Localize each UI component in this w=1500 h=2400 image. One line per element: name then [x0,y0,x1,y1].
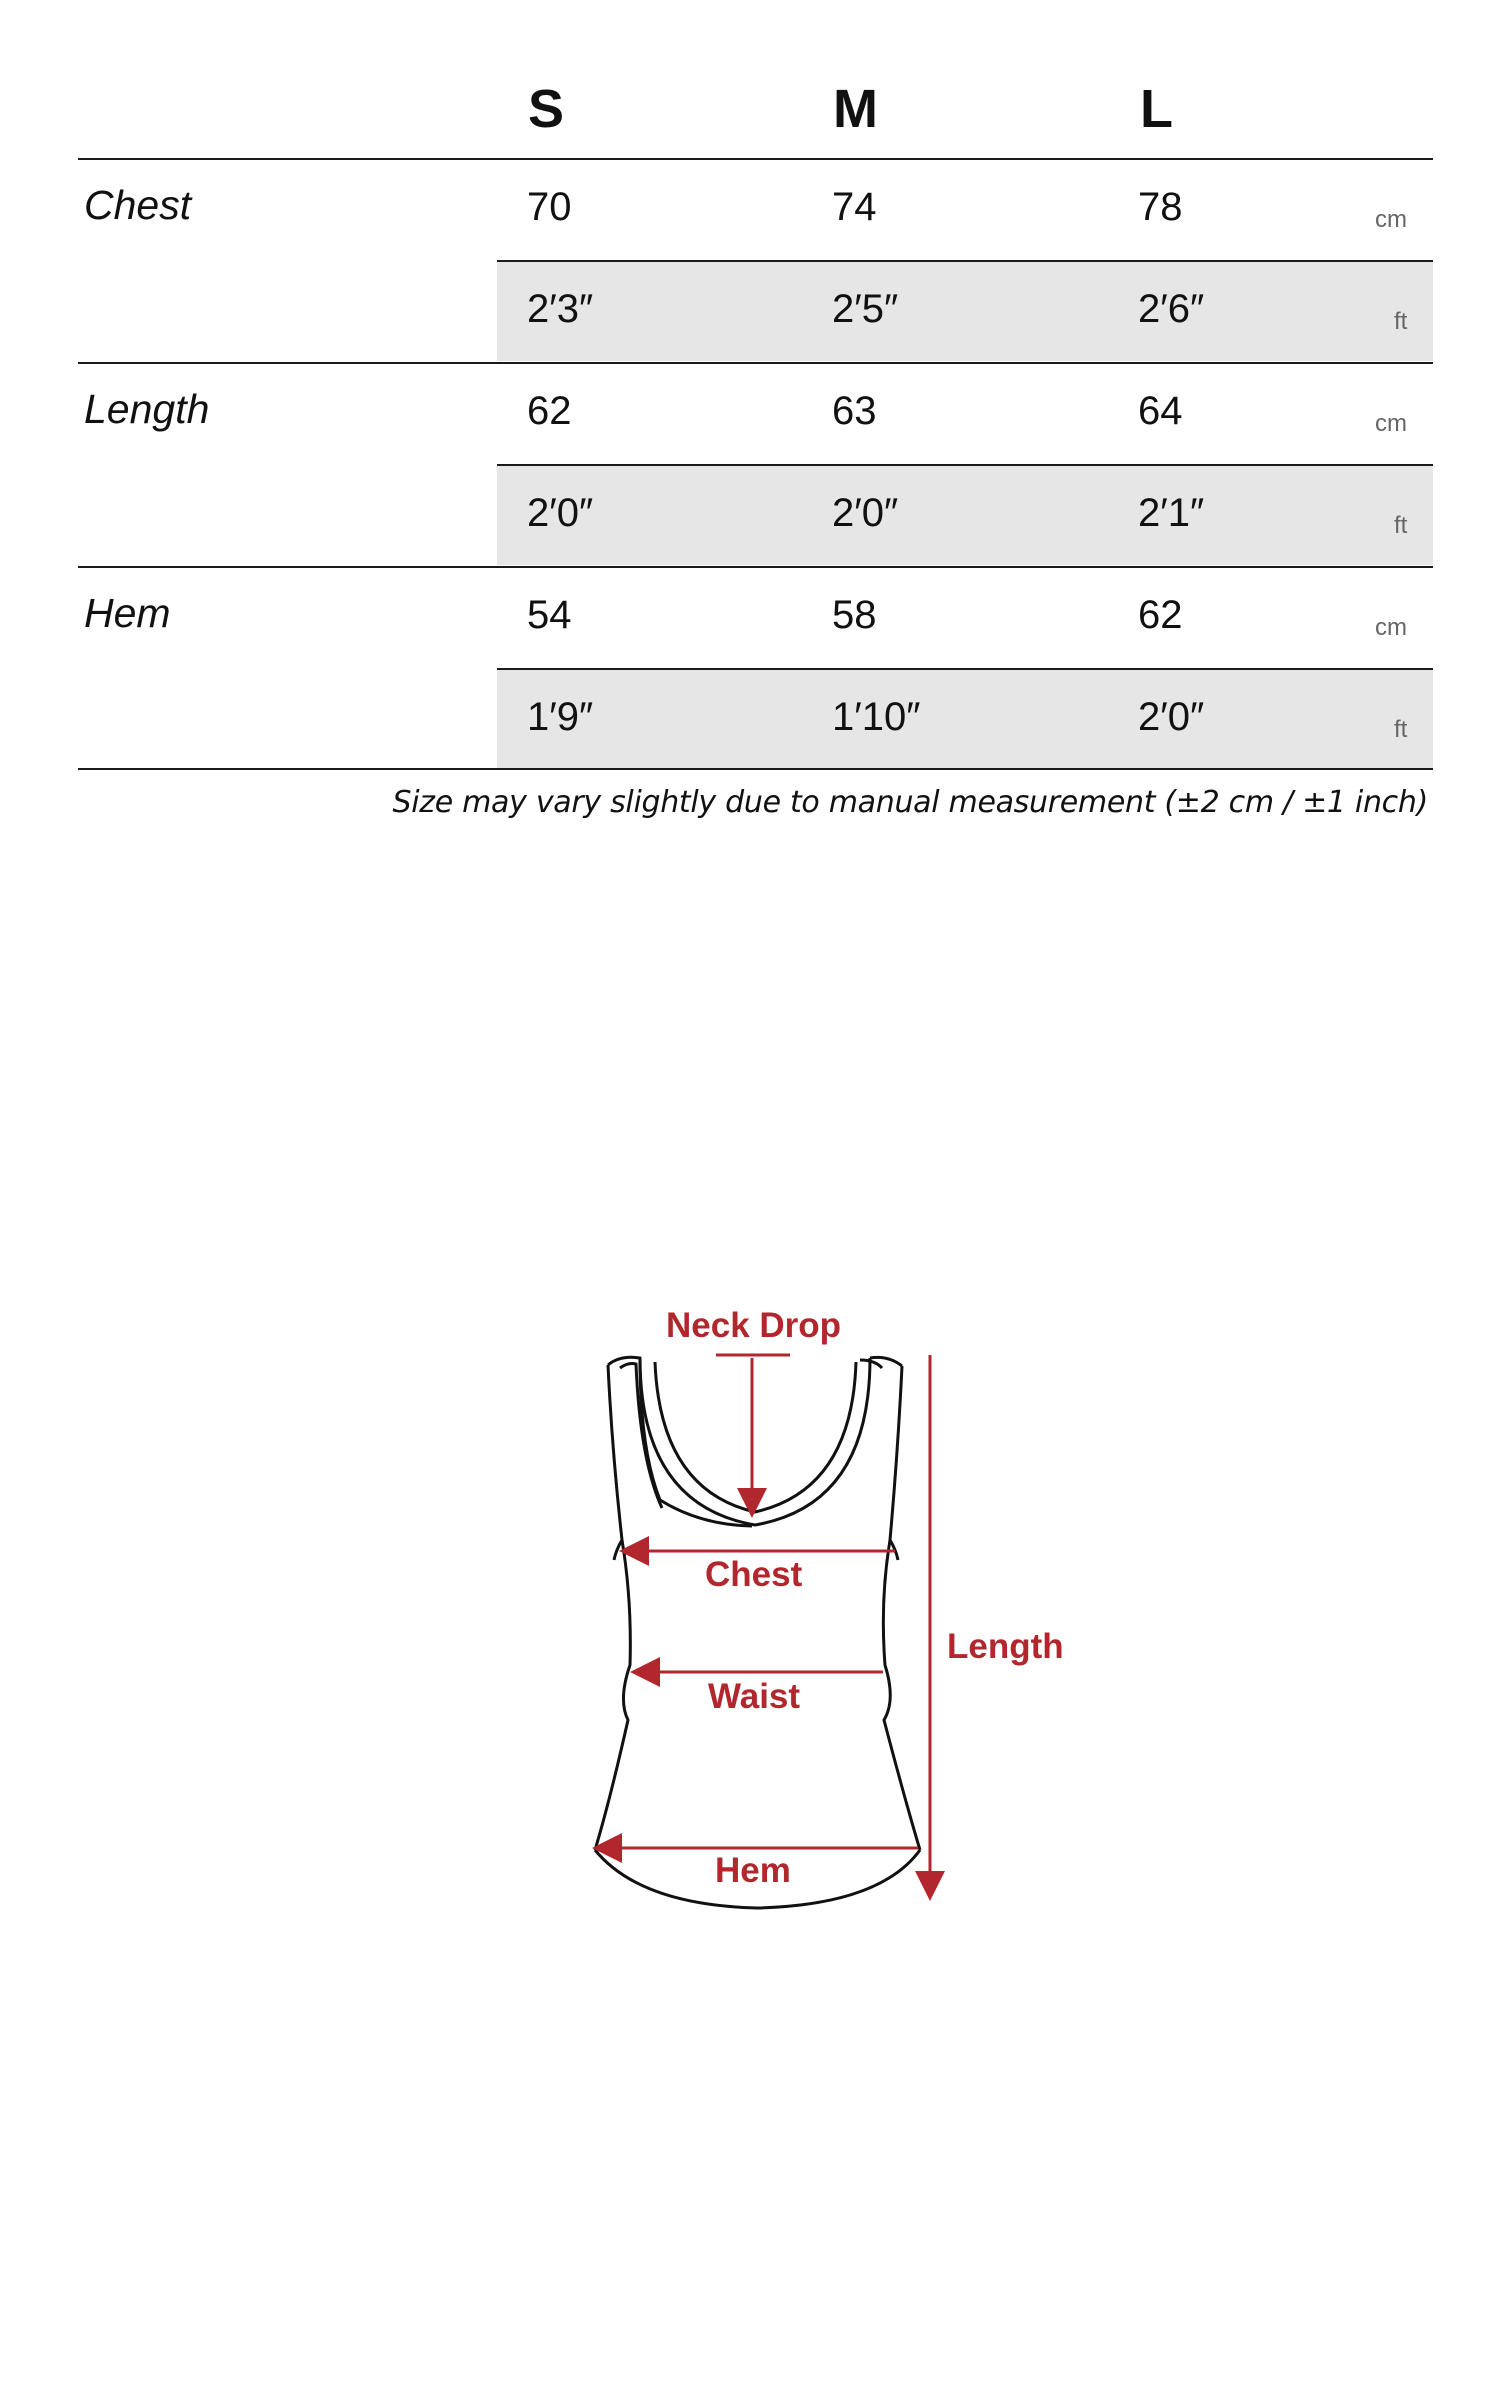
divider [78,768,1433,770]
length-s-cm: 62 [527,389,572,433]
hem-s-ft: 1′9″ [527,695,594,739]
unit-cm: cm [1375,206,1407,233]
divider [78,566,1433,568]
hem-l-cm: 62 [1138,593,1183,637]
length-s-ft: 2′0″ [527,491,594,535]
row-label-hem: Hem [84,590,171,636]
waist-label: Waist [708,1677,801,1716]
neck-drop-label: Neck Drop [666,1306,842,1345]
hem-m-cm: 58 [832,593,877,637]
ft-row-shade [497,261,1433,361]
tank-top-outline [595,1357,920,1908]
chest-s-ft: 2′3″ [527,287,594,331]
hem-l-ft: 2′0″ [1138,695,1205,739]
chest-m-ft: 2′5″ [832,287,899,331]
size-chart-table [0,0,1500,820]
divider [78,158,1433,160]
unit-ft: ft [1394,308,1408,335]
divider [78,362,1433,364]
hem-label: Hem [715,1851,791,1890]
length-m-ft: 2′0″ [832,491,899,535]
length-l-cm: 64 [1138,389,1183,433]
chest-m-cm: 74 [832,185,877,229]
size-header-s: S [528,79,565,139]
ft-row-shade [497,465,1433,565]
row-label-chest: Chest [84,182,192,228]
hem-m-ft: 1′10″ [832,695,921,739]
chest-l-cm: 78 [1138,185,1183,229]
chest-label: Chest [705,1555,803,1594]
unit-ft: ft [1394,716,1408,743]
unit-cm: cm [1375,410,1407,437]
ft-row-shade [497,669,1433,769]
size-header-m: M [833,79,878,139]
chest-s-cm: 70 [527,185,572,229]
hem-s-cm: 54 [527,593,572,637]
length-l-ft: 2′1″ [1138,491,1205,535]
divider [497,668,1433,670]
size-header-l: L [1140,79,1173,139]
unit-ft: ft [1394,512,1408,539]
length-label: Length [947,1627,1064,1666]
row-label-length: Length [84,386,210,432]
unit-cm: cm [1375,614,1407,641]
length-m-cm: 63 [832,389,877,433]
measurement-note: Size may vary slightly due to manual measurement (±2 cm / ±1 inch) [392,785,1428,820]
divider [497,464,1433,466]
divider [497,260,1433,262]
chest-l-ft: 2′6″ [1138,287,1205,331]
